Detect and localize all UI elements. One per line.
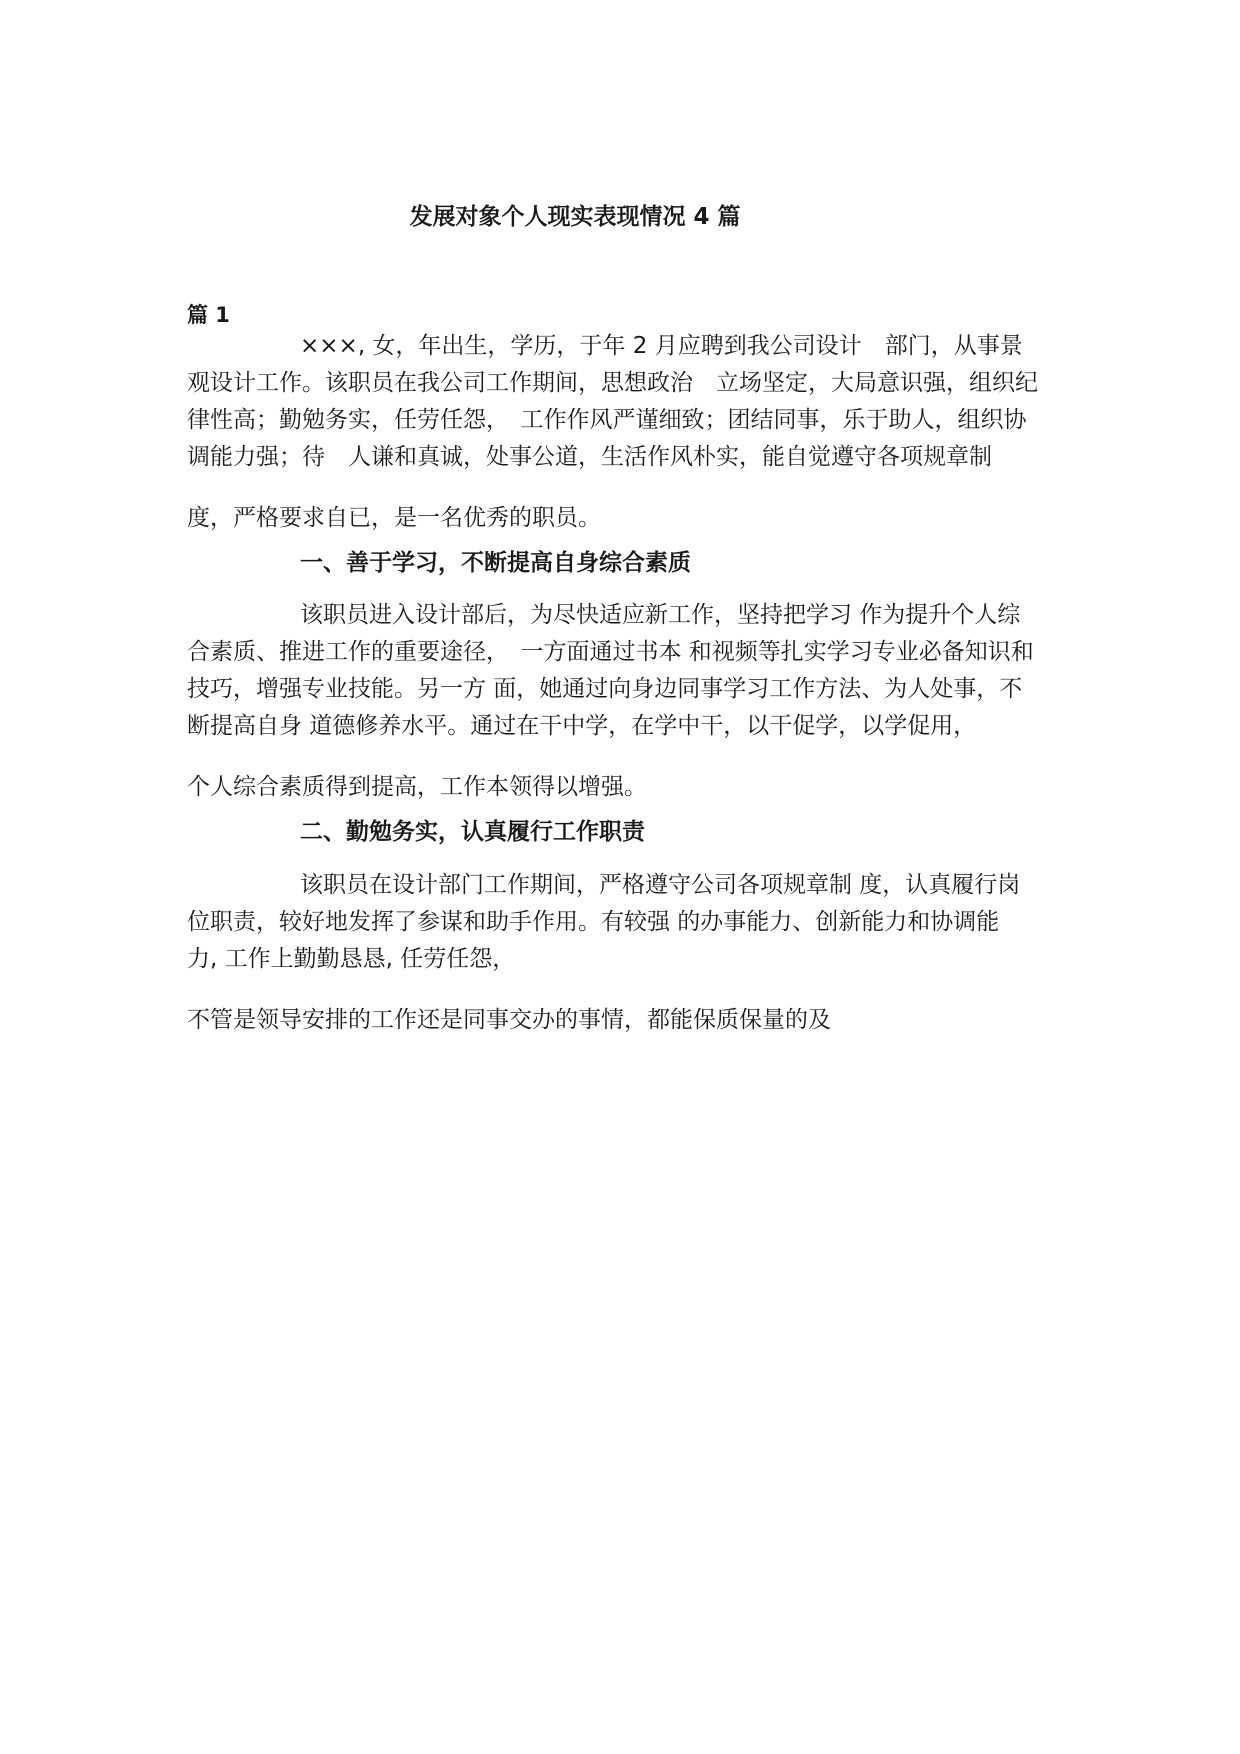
- paragraph-line: 位职责，较好地发挥了参谋和助手作用。有较强 的办事能力、创新能力和协调能: [187, 909, 1000, 935]
- intro-line: 调能力强；待 人谦和真诚，处事公道，生活作风朴实，能自觉遵守各项规章制: [187, 444, 992, 470]
- intro-line: 律性高；勤勉务实，任劳任怨， 工作作风严谨细致；团结同事，乐于助人，组织协: [187, 407, 1027, 433]
- section-heading-2: 二、勤勉务实，认真履行工作职责: [300, 819, 645, 845]
- intro-line: ×××, 女，年出生，学历，于年 2 月应聘到我公司设计 部门，从事景: [300, 333, 1023, 359]
- paragraph-line: 技巧，增强专业技能。另一方 面，她通过向身边同事学习工作方法、为人处事，不: [187, 676, 1023, 702]
- intro-line: 度，严格要求自已，是一名优秀的职员。: [187, 505, 601, 531]
- paragraph-line: 合素质、推进工作的重要途径， 一方面通过书本 和视频等扎实学习专业必备知识和: [187, 639, 1034, 665]
- section-heading-1: 一、善于学习，不断提高自身综合素质: [300, 550, 691, 576]
- paragraph-line: 不管是领导安排的工作还是同事交办的事情，都能保质保量的及: [187, 1007, 831, 1033]
- section-label: 篇 1: [187, 303, 230, 327]
- paragraph-line: 力, 工作上勤勤恳恳, 任劳任怨，: [187, 946, 516, 972]
- paragraph-line: 个人综合素质得到提高，工作本领得以增强。: [187, 774, 647, 800]
- document-title: 发展对象个人现实表现情况 4 篇: [409, 204, 741, 230]
- paragraph-line: 断提高自身 道德修养水平。通过在干中学，在学中干，以干促学，以学促用，: [187, 713, 977, 739]
- paragraph-line: 该职员进入设计部后，为尽快适应新工作，坚持把学习 作为提升个人综: [300, 602, 1021, 628]
- intro-line: 观设计工作。该职员在我公司工作期间，思想政治 立场坚定，大局意识强，组织纪: [187, 370, 1038, 396]
- paragraph-line: 该职员在设计部门工作期间，严格遵守公司各项规章制 度，认真履行岗: [300, 872, 1021, 898]
